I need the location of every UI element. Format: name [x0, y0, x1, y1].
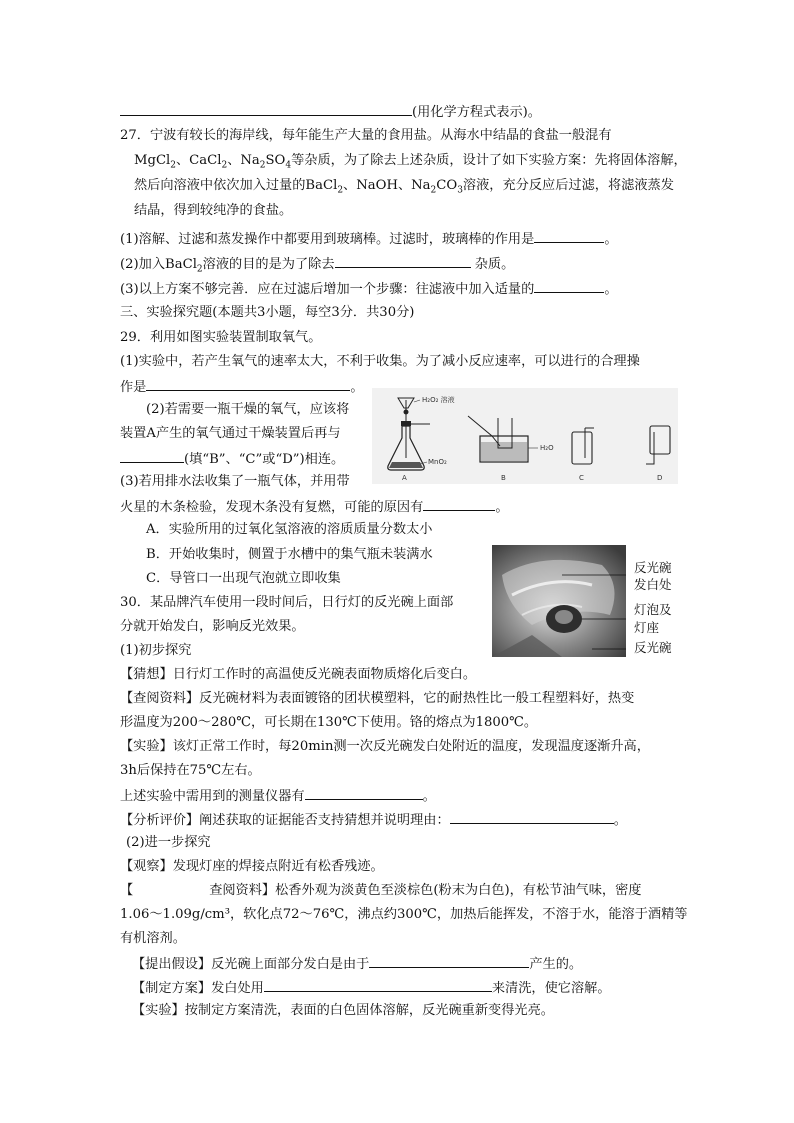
apparatus-figure	[372, 388, 678, 484]
q30-exp2: 3h后保持在75℃左右。	[120, 763, 261, 778]
q30-ref4: 1.06～1.09g/cm³，软化点72～76℃，沸点约300℃，加热后能挥发，不溶于水，能溶于酒精等	[120, 907, 688, 922]
answer-blank[interactable]	[146, 376, 350, 391]
q29-part1b: 作是 。	[120, 376, 364, 398]
prev-answer-line: (用化学方程式表示)。	[120, 101, 541, 123]
q30-guess: 【猜想】日行灯工作时的高温使反光碗表面物质熔化后变白。	[120, 667, 477, 682]
answer-blank[interactable]	[450, 809, 614, 824]
q30-part1: (1)初步探究	[120, 643, 192, 658]
photo-label-reflector-1: 反光碗	[634, 560, 672, 575]
q29-part2c: (填“B”、“C”或“D”)相连。	[120, 448, 344, 470]
label-d: D	[657, 474, 663, 482]
label-mno2: MnO₂	[428, 458, 447, 466]
photo-label-bulb: 灯泡及	[634, 602, 672, 617]
q29-part2b: 装置A产生的氧气通过干燥装置后再与	[120, 426, 341, 441]
q29-part3a: (3)若用排水法收集了一瓶气体，并用带	[120, 474, 350, 489]
section-3-heading: 三、实验探究题(本题共3小题，每空3分．共30分)	[120, 305, 415, 320]
q30-ref3: 【 查阅资料】松香外观为淡黄色至淡棕色(粉末为白色)，有松节油气味，密度	[120, 883, 642, 898]
q29-option-b: B．开始收集时，侧置于水槽中的集气瓶未装满水	[146, 547, 433, 562]
label-h2o: H₂O	[540, 444, 554, 452]
q30-experiment: 【实验】按制定方案清洗，表面的白色固体溶解，反光碗重新变得光亮。	[132, 1003, 554, 1018]
label-h2o2: H₂O₂ 溶液	[422, 396, 455, 404]
q29-part1a: (1)实验中，若产生氧气的速率太大，不利于收集。为了减小反应速率，可以进行的合理操	[120, 354, 640, 369]
q29-part2a: (2)若需要一瓶干燥的氧气，应该将	[146, 402, 350, 417]
answer-blank[interactable]	[534, 228, 604, 243]
headlamp-photo	[492, 545, 626, 657]
answer-blank[interactable]	[264, 977, 492, 992]
answer-blank[interactable]	[534, 278, 604, 293]
q30-instruments: 上述实验中需用到的测量仪器有 。	[120, 785, 436, 807]
q29-part3b: 火星的木条检验，发现木条没有复燃，可能的原因有 。	[120, 496, 509, 518]
q30-ref1: 【查阅资料】反光碗材料为表面镀铬的团状模塑料，它的耐热性比一般工程塑料好，热变	[120, 691, 635, 706]
q29-option-a: A．实验所用的过氧化氢溶液的溶质质量分数太小	[146, 522, 433, 537]
q29-option-c: C．导管口一出现气泡就立即收集	[146, 571, 341, 586]
q30-hypothesis: 【提出假设】反光碗上面部分发白是由于 产生的。	[132, 953, 582, 975]
q27-part1: (1)溶解、过滤和蒸发操作中都要用到玻璃棒。过滤时，玻璃棒的作用是 。	[120, 228, 618, 250]
answer-blank[interactable]	[369, 953, 529, 968]
label-b: B	[501, 474, 506, 482]
label-c: C	[579, 474, 584, 482]
q30-observation: 【观察】发现灯座的焊接点附近有松香残迹。	[120, 859, 384, 874]
q30-exp1: 【实验】该灯正常工作时，每20min测一次反光碗发白处附近的温度，发现温度逐渐升高，	[120, 739, 650, 754]
photo-label-socket: 灯座	[634, 620, 660, 635]
photo-label-whitened: 发白处	[634, 577, 672, 592]
answer-blank[interactable]	[305, 785, 423, 800]
q27-line2: MgCl$_2$、CaCl$_2$、$Na_2SO_4$等杂质，为了除去上述杂质，设计了如下实验方案：先将固体溶解，	[134, 153, 687, 171]
answer-blank[interactable]	[120, 448, 184, 463]
label-a: A	[402, 474, 407, 482]
q27-line1: 27．宁波有较长的海岸线，每年能生产大量的食用盐。从海水中结晶的食盐一般混有	[120, 128, 612, 143]
q30-line1: 30．某品牌汽车使用一段时间后，日行灯的反光碗上面部	[120, 595, 454, 610]
q27-line3: 然后向溶液中依次加入过量的BaCl$_2$、NaOH、$Na_2CO_3$溶液，充分反应后过滤，将滤液蒸发	[134, 178, 674, 196]
photo-label-reflector-2: 反光碗	[634, 640, 672, 655]
answer-blank[interactable]	[335, 253, 471, 268]
answer-blank[interactable]	[423, 496, 495, 511]
q27-line4: 结晶，得到较纯净的食盐。	[134, 203, 293, 218]
q30-line2: 分就开始发白，影响反光效果。	[120, 619, 305, 634]
q30-ref2: 形温度为200～280℃，可长期在130℃下使用。铬的熔点为1800℃。	[120, 715, 538, 730]
q30-plan: 【制定方案】发白处用 来清洗，使它溶解。	[132, 977, 611, 999]
q30-part2: (2)进一步探究	[126, 835, 211, 850]
answer-blank[interactable]	[120, 101, 412, 116]
q27-part3: (3)以上方案不够完善．应在过滤后增加一个步骤：往滤液中加入适量的 。	[120, 278, 618, 300]
q29-line1: 29．利用如图实验装置制取氧气。	[120, 330, 322, 345]
q27-part2: (2)加入BaCl$_2$溶液的目的是为了除去 杂质。	[120, 253, 514, 275]
q30-evaluation: 【分析评价】阐述获取的证据能否支持猜想并说明理由： 。	[120, 809, 627, 831]
q30-ref5: 有机溶剂。	[120, 931, 186, 946]
